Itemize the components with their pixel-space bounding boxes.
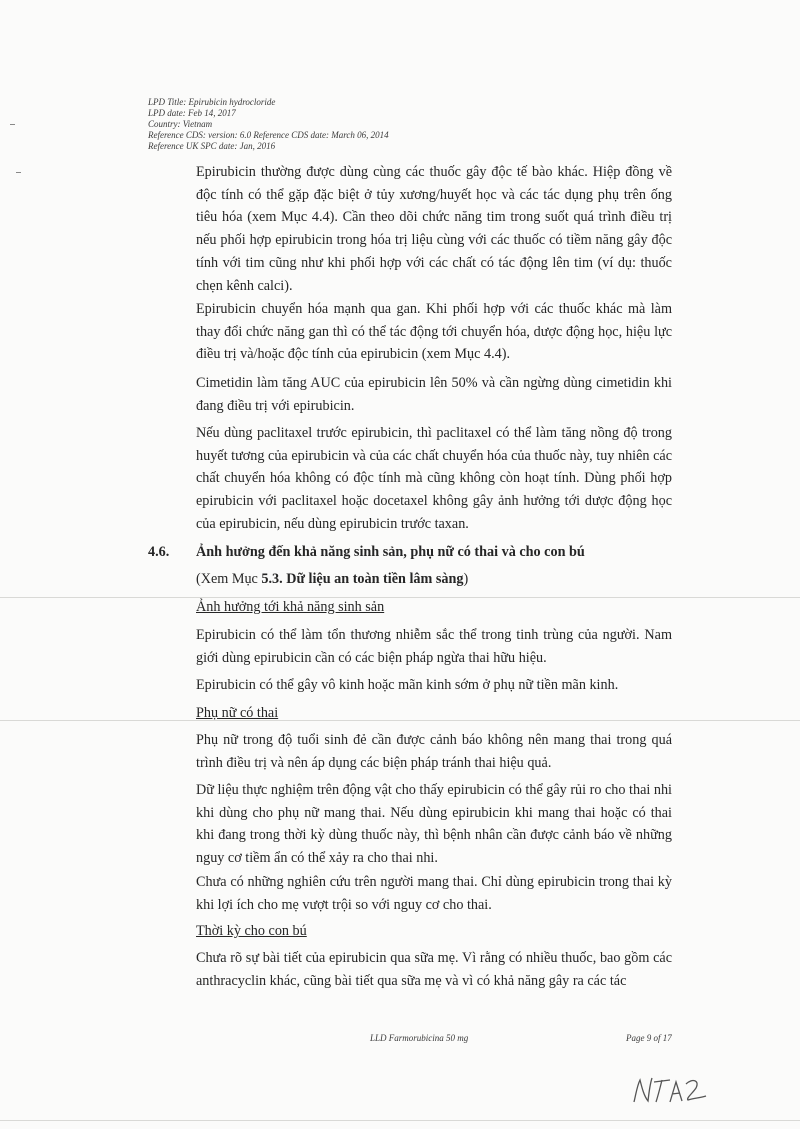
document-header: [148, 97, 528, 152]
header-line: Country: Vietnam: [148, 119, 213, 129]
paragraph: [196, 947, 672, 992]
paragraph: [196, 298, 672, 366]
paragraph-text: Dữ liệu thực nghiệm trên động vật cho thấy epirubicin có thể gây rủi ro cho thai nhi khi dùng cho phụ nữ mang thai. Nếu dùng epirubicin khi mang thai hoặc có thai khi đang trong thời kỳ dùng thuốc này, thì bệnh nhân cần được cảnh báo về những nguy cơ tiềm ẩn có thể xảy ra cho thai nhi.: [196, 782, 672, 867]
header-line: LPD date: Feb 14, 2017: [148, 108, 236, 118]
paragraph-text: Phụ nữ trong độ tuổi sinh đẻ cần được cảnh báo không nên mang thai trong quá trình điều trị và nên áp dụng các biện pháp tránh thai hiệu quả.: [196, 732, 672, 771]
paragraph-text: Epirubicin thường được dùng cùng các thuốc gây độc tế bào khác. Hiệp đồng về độc tính có thể gặp đặc biệt ở tủy xương/huyết học và các tác dụng phụ trên ống tiêu hóa (xem Mục 4.4). Cần theo dõi chức năng tim trong suốt quá trình điều trị nếu phối hợp epirubicin trong hóa trị liệu cùng với các thuốc có tiềm năng gây độc tính với tim cũng như khi phối hợp với các chất có tác động lên tim (ví dụ: thuốc chẹn kênh calci).: [196, 164, 672, 294]
handwritten-signature: [630, 1068, 710, 1108]
subheading-lactation: Thời kỳ cho con bú: [196, 923, 307, 939]
section-reference: [196, 568, 468, 590]
paragraph-text: Epirubicin có thể làm tổn thương nhiễm sắc thể trong tinh trùng của người. Nam giới dùng epirubicin cần có các biện pháp ngừa thai hữu hiệu.: [196, 627, 672, 666]
section-heading: [148, 541, 708, 563]
paragraph: [196, 161, 672, 297]
footer-page-number: Page 9 of 17: [626, 1033, 672, 1043]
section-number: 4.6.: [148, 544, 170, 560]
section-title: Ảnh hưởng đến khả năng sinh sản, phụ nữ có thai và cho con bú: [196, 544, 585, 560]
paragraph: [196, 779, 672, 870]
reference-suffix: ): [463, 571, 469, 587]
scan-line: [0, 1120, 800, 1121]
header-line: LPD Title: Epirubicin hydrocloride: [148, 97, 276, 107]
subheading-pregnancy: Phụ nữ có thai: [196, 705, 279, 721]
scan-mark: [16, 172, 21, 173]
paragraph: [196, 674, 672, 697]
paragraph: [196, 871, 672, 916]
paragraph-text: Chưa có những nghiên cứu trên người mang thai. Chỉ dùng epirubicin trong thai kỳ khi lợi ích cho mẹ vượt trội so với nguy cơ cho thai.: [196, 874, 672, 913]
scan-line: [0, 720, 800, 721]
scan-line: [0, 597, 800, 598]
header-line: Reference UK SPC date: Jan, 2016: [148, 141, 276, 151]
footer-product: LLD Farmorubicina 50 mg: [370, 1033, 469, 1043]
paragraph-text: Epirubicin chuyển hóa mạnh qua gan. Khi phối hợp với các thuốc khác mà làm thay đổi chức năng gan thì có thể tác động tới chuyển hóa, dược động học, hiệu lực điều trị và/hoặc độc tính của epirubicin (xem Mục 4.4).: [196, 301, 672, 363]
paragraph-text: Epirubicin có thể gây vô kinh hoặc mãn kinh sớm ở phụ nữ tiền mãn kinh.: [196, 677, 619, 693]
header-line: Reference CDS: version: 6.0 Reference CDS date: March 06, 2014: [148, 130, 389, 140]
paragraph: [196, 422, 672, 536]
paragraph: [196, 729, 672, 774]
paragraph-text: Cimetidin làm tăng AUC của epirubicin lên 50% và cần ngừng dùng cimetidin khi đang điều trị với epirubicin.: [196, 375, 672, 414]
paragraph: [196, 624, 672, 669]
paragraph: [196, 372, 672, 417]
reference-prefix: (Xem Mục: [196, 571, 262, 587]
paragraph-text: Nếu dùng paclitaxel trước epirubicin, thì paclitaxel có thể làm tăng nồng độ trong huyết tương của epirubicin và của các chất chuyển hóa của thuốc này, tuy nhiên các chất chuyển hóa không có độc tính mà cũng không còn hoạt tính. Dùng phối hợp epirubicin với paclitaxel hoặc docetaxel không gây ảnh hưởng tới dược động học của epirubicin, nếu dùng epirubicin trước taxan.: [196, 425, 672, 532]
reference-bold: 5.3. Dữ liệu an toàn tiền lâm sàng: [261, 571, 464, 587]
paragraph-text: Chưa rõ sự bài tiết của epirubicin qua sữa mẹ. Vì rằng có nhiều thuốc, bao gồm các anthracyclin khác, cũng bài tiết qua sữa mẹ và vì có khả năng gây ra các tác: [196, 950, 672, 989]
scan-mark: [10, 124, 15, 125]
subheading-fertility: Ảnh hưởng tới khả năng sinh sản: [196, 599, 385, 615]
